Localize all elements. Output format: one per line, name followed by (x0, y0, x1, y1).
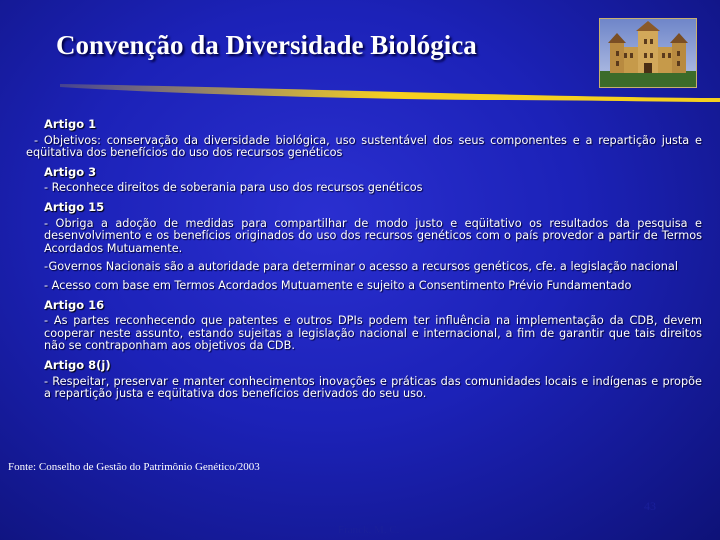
article-heading: Artigo 8(j) (44, 357, 111, 372)
article-paragraph: - Reconhece direitos de soberania para uso dos recursos genéticos (44, 181, 423, 195)
article-paragraph: - Acesso com base em Termos Acordados Mutuamente e sujeito a Consentimento Prévio Fundamentado (44, 278, 632, 292)
article-heading: Artigo 1 (44, 117, 97, 131)
footer-author: Franck, M. C. (338, 524, 400, 536)
title-underline-bar (60, 80, 720, 110)
slide-title: Convenção da Diversidade Biológica (56, 30, 477, 60)
article-paragraph: -Governos Nacionais são a autoridade para determinar o acesso a recursos genéticos, cfe. a legislação nacional (44, 260, 678, 274)
article-heading: Artigo 15 (44, 199, 105, 214)
page-number: 43 (644, 499, 656, 513)
article-heading: Artigo 16 (44, 297, 105, 312)
article-paragraph: - Respeitar, preservar e manter conhecimentos inovações e práticas das comunidades locais e indígenas e propõe a repartição justa e eqüitativa dos benefícios derivados do seu uso. (44, 374, 702, 401)
article-paragraph: - As partes reconhecendo que patentes e outros DPIs podem ter influência na implementação da CDB, devem cooperar neste assunto, estando sujeitas a legislação nacional e internacional, a fim de garantir que tais direitos não se contraponham aos objetivos da CDB. (44, 314, 702, 353)
source-citation: Fonte: Conselho de Gestão do Patrimônio Genético/2003 (8, 461, 260, 473)
article-paragraph: - Objetivos: conservação da diversidade biológica, uso sustentável dos seus componentes e a repartição justa e eqüitativa dos benefícios do uso dos recursos genéticos (26, 133, 702, 160)
slide-body (26, 118, 702, 407)
article-heading: Artigo 3 (44, 164, 97, 179)
article-paragraph: - Obriga a adoção de medidas para compartilhar de modo justo e eqüitativo os resultados da pesquisa e desenvolvimento e os benefícios originados do uso dos recursos genéticos com o país provedor a partir de Termos Acordados Mutuamente. (44, 216, 702, 255)
building-photo-icon (599, 18, 697, 88)
